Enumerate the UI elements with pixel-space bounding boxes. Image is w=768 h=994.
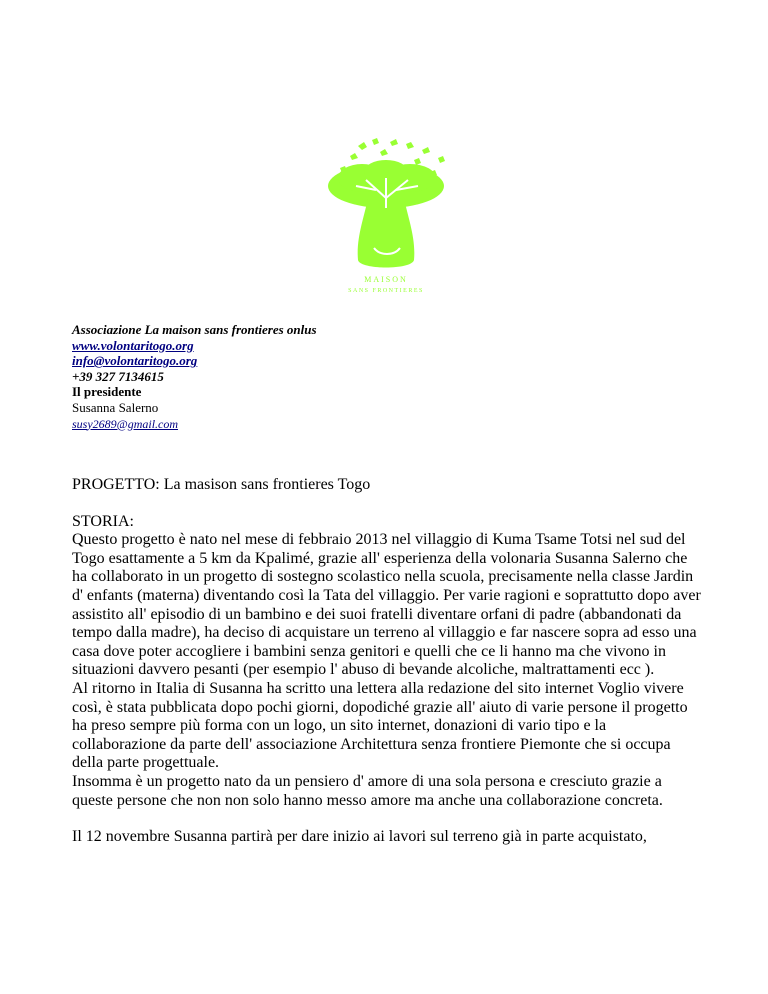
project-title: PROGETTO: La masison sans frontieres Togo: [72, 476, 371, 493]
president-name: Susanna Salerno: [72, 399, 159, 415]
paragraph: Al ritorno in Italia di Susanna ha scritto una lettera alla redazione del sito internet Voglio vivere così, è stata pubblicata dopo pochi giorni, dopodiché grazie all' aiuto di varie persone il progetto ha preso sempre più forma con un logo, un sito internet, donazioni di vario tipo e la collaborazione da parte dell' associazione Architettura senza frontiere Piemonte che si occupa della parte progettuale.: [72, 679, 688, 772]
phone-number: +39 327 7134615: [72, 368, 164, 384]
paragraph: Questo progetto è nato nel mese di febbraio 2013 nel villaggio di Kuma Tsame Totsi nel sud del Togo esattamente a 5 km da Kpalimé, grazie all' esperienza della volonaria Susanna Salerno che ha collaborato in un progetto di sostegno scolastico nella scuola, precisamente nella classe Jardin d' enfants (materna) diventando così la Tata del villaggio. Per varie ragioni e soprattutto dopo aver assistito all' episodio di un bambino e dei suoi fratelli diventare orfani di padre (abbandonati da tempo dalla madre), ha deciso di acquistare un terreno al villaggio e far nascere sopra ad esso una casa dove poter accogliere i bambini senza genitori e quelli che ce li hanno ma che vivono in situazioni davvero pesanti (per esempio l' abuso di bevande alcoliche, maltrattamenti ecc ).: [72, 531, 701, 679]
email-link[interactable]: info@volontaritogo.org: [72, 353, 198, 369]
history-heading: STORIA:: [72, 512, 134, 530]
logo-tree-icon: [310, 138, 462, 298]
document-body: [72, 476, 704, 847]
paragraph: Insomma è un progetto nato da un pensiero d' amore di una sola persona e cresciuto grazie a queste persone che non non solo hanno messo amore ma anche una collaborazione concreta.: [72, 772, 663, 809]
association-name: Associazione La maison sans frontieres onlus: [72, 322, 317, 337]
svg-text:MAISON: MAISON: [364, 275, 408, 284]
svg-text:SANS FRONTIERES: SANS FRONTIERES: [348, 288, 424, 294]
president-label: Il presidente: [72, 384, 142, 400]
contact-block: [72, 322, 317, 432]
website-link[interactable]: www.volontaritogo.org: [72, 337, 194, 353]
paragraph: Il 12 novembre Susanna partirà per dare inizio ai lavori sul terreno già in parte acquistato,: [72, 828, 647, 846]
personal-email-link[interactable]: susy2689@gmail.com: [72, 416, 179, 431]
